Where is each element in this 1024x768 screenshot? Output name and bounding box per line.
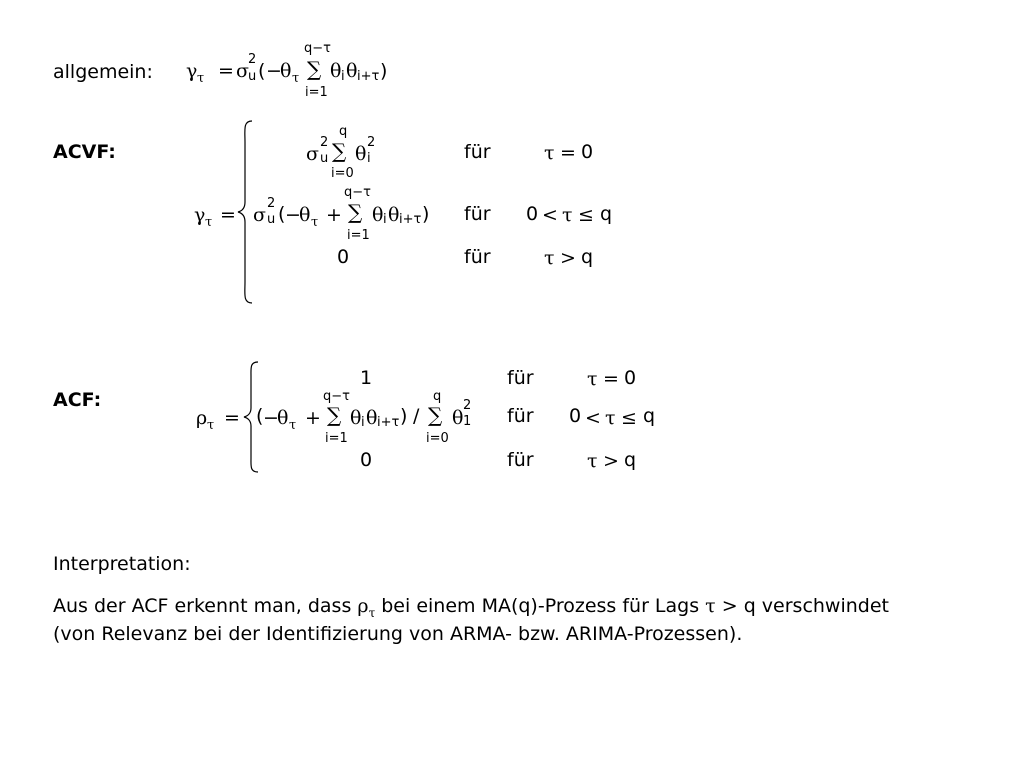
equals-sign: = [603, 368, 619, 390]
subscript-u: u [267, 212, 276, 227]
interpretation-text-end: > q verschwindet [721, 595, 889, 617]
value-zero: 0 [526, 203, 539, 225]
value-q: q [581, 246, 594, 268]
theta-symbol: θ [366, 407, 378, 429]
theta-symbol: θ [280, 60, 292, 82]
plus-sign: + [305, 407, 321, 429]
value-q: q [643, 405, 656, 427]
interpretation-heading: Interpretation: [53, 553, 191, 575]
sigma-symbol: σ [306, 143, 319, 165]
value-zero: 0 [569, 405, 582, 427]
greater-than-sign: > [603, 450, 619, 472]
sum-upper-limit: q−τ [323, 389, 350, 404]
value-one: 1 [360, 367, 373, 389]
equals-sign: = [218, 60, 234, 82]
condition-fuer: für [464, 246, 491, 268]
theta-symbol: θ [372, 204, 384, 226]
sum-symbol: ∑ [428, 403, 443, 427]
theta-symbol: θ [277, 407, 289, 429]
tau-symbol: τ [587, 368, 598, 390]
superscript-2: 2 [367, 135, 376, 150]
tau-symbol: τ [562, 204, 573, 226]
sum-upper-limit: q [339, 124, 348, 139]
subscript-i: i [367, 151, 371, 166]
gamma-symbol: γ [186, 60, 198, 82]
open-paren: ( [256, 405, 264, 427]
tau-subscript: τ [205, 215, 213, 230]
sum-lower-limit: i=1 [347, 228, 370, 243]
less-equal-sign: ≤ [621, 407, 637, 429]
sum-lower-limit: i=0 [426, 431, 449, 446]
sum-symbol: ∑ [348, 200, 363, 224]
sigma-symbol: σ [236, 60, 249, 82]
subscript-i: i [341, 69, 345, 84]
greater-than-sign: > [560, 247, 576, 269]
theta-symbol: θ [350, 407, 362, 429]
condition-fuer: für [507, 449, 534, 471]
less-than-sign: < [585, 407, 601, 429]
subscript-1: 1 [463, 414, 472, 429]
superscript-2: 2 [267, 196, 276, 211]
superscript-2: 2 [248, 52, 257, 67]
sum-lower-limit: i=1 [305, 85, 328, 100]
subscript-i-plus-tau: i+τ [399, 212, 422, 227]
less-equal-sign: ≤ [578, 204, 594, 226]
tau-symbol: τ [544, 142, 555, 164]
value-zero: 0 [624, 367, 637, 389]
tau-symbol: τ [705, 595, 716, 617]
condition-fuer: für [464, 203, 491, 225]
equals-sign: = [560, 142, 576, 164]
condition-fuer: für [507, 367, 534, 389]
equals-sign: = [224, 407, 240, 429]
value-zero: 0 [337, 246, 350, 268]
sum-lower-limit: i=1 [325, 431, 348, 446]
tau-subscript: τ [368, 605, 376, 620]
sum-upper-limit: q−τ [304, 41, 331, 56]
theta-symbol: θ [355, 143, 367, 165]
subscript-i: i [361, 415, 365, 430]
interpretation-line-2: (von Relevanz bei der Identifizierung von ARMA- bzw. ARIMA-Prozessen). [53, 623, 743, 645]
gamma-symbol: γ [194, 204, 206, 226]
tau-subscript: τ [207, 418, 215, 433]
sum-symbol: ∑ [327, 403, 342, 427]
tau-subscript: τ [292, 71, 300, 86]
sigma-symbol: σ [253, 204, 266, 226]
theta-symbol: θ [330, 60, 342, 82]
subscript-i-plus-tau: i+τ [377, 415, 400, 430]
tau-symbol: τ [605, 407, 616, 429]
label-acf: ACF: [53, 389, 102, 411]
tau-symbol: τ [587, 450, 598, 472]
close-paren: ) [380, 60, 388, 82]
condition-fuer: für [464, 141, 491, 163]
value-q: q [624, 449, 637, 471]
sum-symbol: ∑ [332, 139, 347, 163]
sum-upper-limit: q [433, 389, 442, 404]
subscript-u: u [320, 151, 329, 166]
equals-sign: = [220, 204, 236, 226]
close-paren: ) [400, 405, 408, 427]
value-zero: 0 [581, 141, 594, 163]
tau-subscript: τ [311, 215, 319, 230]
rho-symbol: ρ [196, 407, 208, 429]
superscript-2: 2 [320, 135, 329, 150]
subscript-u: u [248, 69, 257, 84]
minus-theta: − [266, 60, 282, 82]
open-paren: ( [258, 60, 266, 82]
sum-symbol: ∑ [307, 57, 322, 81]
theta-symbol: θ [452, 407, 464, 429]
division-slash: / [413, 405, 420, 427]
tau-symbol: τ [544, 247, 555, 269]
theta-symbol: θ [346, 60, 358, 82]
sum-lower-limit: i=0 [331, 166, 354, 181]
sum-upper-limit: q−τ [344, 185, 371, 200]
value-q: q [600, 203, 613, 225]
theta-symbol: θ [299, 204, 311, 226]
minus-sign: − [285, 204, 301, 226]
less-than-sign: < [542, 204, 558, 226]
theta-symbol: θ [388, 204, 400, 226]
value-zero: 0 [360, 449, 373, 471]
label-allgemein: allgemein: [53, 61, 153, 83]
subscript-i: i [383, 212, 387, 227]
label-acvf: ACVF: [53, 141, 116, 163]
minus-sign: − [263, 407, 279, 429]
close-paren: ) [422, 203, 430, 225]
open-paren: ( [278, 203, 286, 225]
condition-fuer: für [507, 405, 534, 427]
interpretation-text-middle: bei einem MA(q)-Prozess für Lags [381, 595, 700, 617]
superscript-2: 2 [463, 398, 472, 413]
plus-sign: + [326, 204, 342, 226]
rho-symbol: ρ [357, 595, 369, 617]
tau-subscript: τ [289, 418, 297, 433]
subscript-i-plus-tau: i+τ [357, 69, 380, 84]
interpretation-text-before: Aus der ACF erkennt man, dass [53, 595, 352, 617]
tau-subscript: τ [197, 71, 205, 86]
